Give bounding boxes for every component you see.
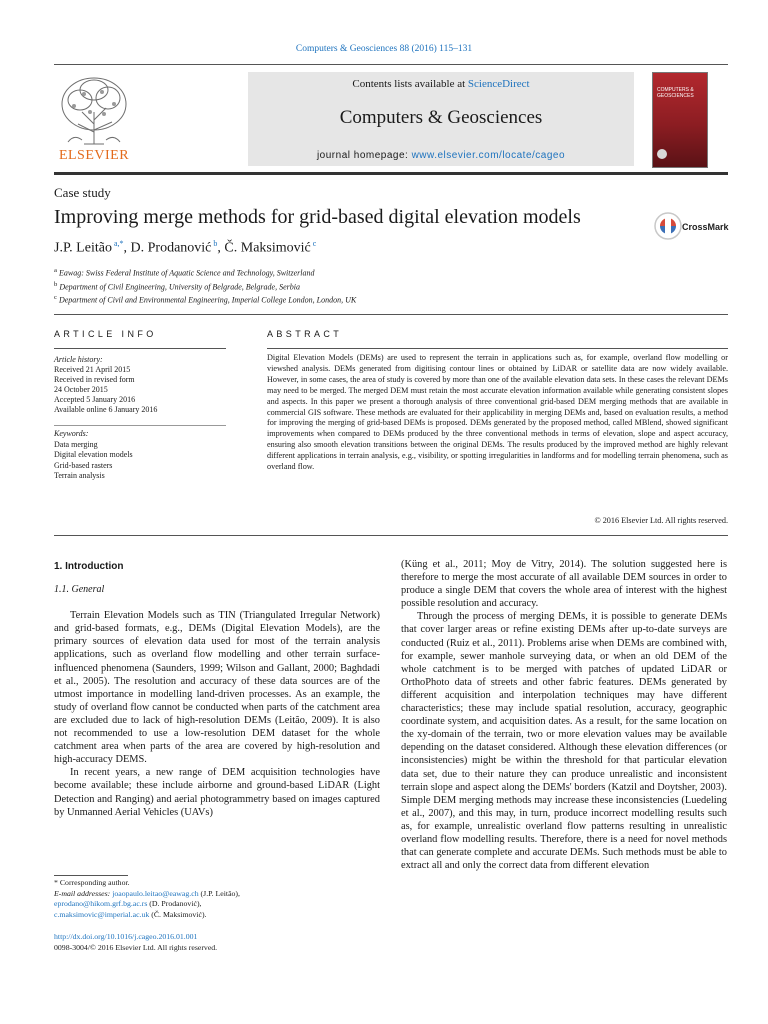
- body-right-column: [401, 558, 727, 872]
- affiliation-line: $^b$ Department of Civil Engineering, University of Belgrade, Belgrade, Serbia: [54, 280, 300, 292]
- journal-homepage: [248, 150, 634, 161]
- abstract-rule: [267, 348, 728, 349]
- section-heading: 1. Introduction: [54, 561, 124, 572]
- contents-line: [248, 78, 634, 90]
- journal-reference[interactable]: Computers & Geosciences 88 (2016) 115–131: [295, 44, 473, 54]
- issn-copyright: 0098-3004/© 2016 Elsevier Ltd. All rights reserved.: [54, 942, 218, 952]
- keywords: [54, 429, 226, 482]
- footnotes: [54, 878, 380, 920]
- abstract-end-rule: [54, 535, 728, 536]
- author-name[interactable]: J.P. Leitão: [54, 240, 112, 256]
- author-affiliation-mark[interactable]: a,*: [113, 239, 124, 248]
- article-title: Improving merge methods for grid-based digital elevation models: [54, 206, 581, 228]
- affiliation-line: $^c$ Department of Civil and Environmental Engineering, Imperial College London, London, UK: [54, 294, 357, 305]
- abstract-heading: ABSTRACT: [267, 329, 343, 339]
- section-divider: [54, 314, 728, 315]
- history-item: Available online 6 January 2016: [54, 405, 158, 414]
- homepage-link[interactable]: www.elsevier.com/locate/cageo: [411, 150, 566, 161]
- contents-prefix: Contents lists available at: [352, 78, 468, 90]
- author-affiliation-mark[interactable]: b: [213, 239, 218, 248]
- body-paragraph: (Küng et al., 2011; Moy de Vitry, 2014). The solution suggested here is therefore to merge the most accurate of all available DEM sources in order to produce a single DEM that covers the whole area of interest with the highest possible resolution and accuracy.: [401, 559, 727, 610]
- body-left-column: [54, 560, 380, 819]
- history-item: Received in revised form: [54, 375, 135, 384]
- cover-emblem-icon: [657, 149, 667, 159]
- history-rule: [54, 425, 226, 426]
- article-type: Case study: [54, 185, 111, 200]
- body-paragraph: Terrain Elevation Models such as TIN (Triangulated Irregular Network) and grid-based formats, e.g., DEMs (Digital Elevation Models), are the primary sources of elevation data used for most of the terrain analysis applications, such as overland flow modelling and other terrain surface-influenced phenomena (Saunders, 1999; Wilson and Gallant, 2000; Baghdadi et al., 2005). The resolution and accuracy of these data sources are of the utmost importance in modelling land-driven processes. As an example, the study of overland flow cannot be conducted when parts of the catchment area are excluded due to lack of high-resolution DEMs (Leitão, 2009). It is also not recommended to use a low-resolution DEM dataset for the whole catchment area when parts of the area are covered by high-resolution and high-accuracy DEMS.: [54, 610, 380, 766]
- cover-title: COMPUTERS & GEOSCIENCES: [657, 87, 694, 99]
- history-item: Received 21 April 2015: [54, 365, 131, 374]
- sciencedirect-link[interactable]: ScienceDirect: [467, 78, 530, 90]
- email-addresses-cont: eprodano@hikom.grf.bg.ac.rs (D. Prodanović),: [54, 899, 202, 909]
- homepage-prefix: journal homepage:: [316, 150, 412, 161]
- footnote-rule: [54, 875, 128, 876]
- elsevier-wordmark: ELSEVIER: [58, 148, 130, 163]
- article-info-heading: ARTICLE INFO: [54, 329, 157, 339]
- history-item: 24 October 2015: [54, 385, 108, 394]
- doi-link[interactable]: http://dx.doi.org/10.1016/j.cageo.2016.01.001: [54, 932, 198, 941]
- journal-cover-thumbnail[interactable]: [652, 72, 708, 168]
- author-name[interactable]: Č. Maksimović: [224, 240, 311, 256]
- header-top-rule: [54, 64, 728, 65]
- author-name[interactable]: D. Prodanović: [130, 240, 212, 256]
- abstract-text: Digital Elevation Models (DEMs) are used to represent the terrain in applications such as, for example, overland flow modelling or viewshed analysis. DEMs generated from digitising contour lines or obtained by LiDAR or satellite data are now widely available. However, in some cases, the area of study is covered by more than one of the available elevation data sets. In these cases the relevant DEMs may need to be merged. The merged DEM must retain the most accurate elevation information available while generating consistent slopes and aspects. In this paper we present a thorough analysis of three conventional grid-based DEM merging methods that are available in commercial GIS software. These methods are evaluated for their applicability in merging DEMs and, based on evaluation results, a method for improving the merging of grid-based DEMs is proposed. DEMs generated by the proposed method, called MBlend, showed significant improvements when compared to DEMs produced by the three conventional methods in terms of elevation, slope and aspect accuracy, ensuring also smooth elevation transitions between the original DEMs. The results produced by the improved method are highly relevant different applications in terrain analysis, e.g., visibility, or spotting irregularities in landforms and for modelling terrain phenomena, such as overland flow.: [267, 353, 728, 472]
- article-info-rule: [54, 348, 226, 349]
- body-paragraph: In recent years, a new range of DEM acquisition technologies have become available; these include airborne and ground-based LiDAR (Light Detection and Ranging) and aerial photogrammetry based on images captured by Unmanned Aerial Vehicles (UAVs): [54, 767, 380, 818]
- email-addresses: E-mail addresses: joaopaulo.leitao@eawag.ch (J.P. Leitão),: [54, 888, 240, 898]
- history-label: Article history:: [54, 355, 103, 364]
- history-item: Accepted 5 January 2016: [54, 395, 136, 404]
- author-list: J.P. Leitão $^{a,*}$, D. Prodanović $^b$, Č. Maksimović $^c$: [54, 239, 317, 256]
- affiliations: [54, 265, 356, 306]
- affiliation-line: $^a$ Eawag: Swiss Federal Institute of Aquatic Science and Technology, Switzerland: [54, 267, 315, 278]
- header-bottom-rule: [54, 172, 728, 175]
- email-link[interactable]: eprodano@hikom.grf.bg.ac.rs: [54, 899, 148, 909]
- keywords-label: Keywords:: [54, 429, 89, 438]
- article-history: [54, 355, 226, 415]
- keyword: Digital elevation models: [54, 450, 133, 459]
- doi-block: [54, 932, 217, 953]
- keyword: Grid-based rasters: [54, 460, 113, 470]
- crossmark-label[interactable]: CrossMark: [682, 222, 729, 232]
- corresponding-author-note: * Corresponding author.: [54, 878, 130, 887]
- abstract-copyright: © 2016 Elsevier Ltd. All rights reserved.: [594, 516, 728, 525]
- email-link[interactable]: joaopaulo.leitao@eawag.ch: [112, 888, 199, 898]
- email-link[interactable]: c.maksimovic@imperial.ac.uk: [54, 909, 150, 919]
- keyword: Terrain analysis: [54, 471, 105, 480]
- body-paragraph: Through the process of merging DEMs, it is possible to generate DEMs that cover larger areas or refine existing DEMs after up-to-date surveys are conducted (Ruiz et al., 2011). Problems arise when DEMs are combined with, for example, sewer manhole surveying data, or when an old DEM of the whole catchment is to be merged with patches of updated LiDAR or OrthoPhoto data of streets and other fabric features. DEMs generated by different acquisition and interpolation techniques may have different characteristics; these may include spatial resolution, accuracy, geographic coordinate system, and acquisition dates. As a result, for the same location on the xy-domain of the terrain, two or more elevation values may be available depending on the dataset considered. Although these elevation differences (or inconsistencies) might be within the threshold for that particular elevation data set, due to their nature they can produce unrealistic and inconsistent terrain slope and aspect along the DEMs' borders (Katzil and Doytsher, 2003). Simple DEM merging methods may increase these inconsistencies (Luedeling et al., 2007), and this may, in turn, produce incorrect modelling results such as, for example, unrealistic overland flow patterns resulting in unrealistic overland flow modelling results. Therefore, there is a need for novel methods that can generate complete and accurate DEMs. Such methods must be able to extract all and only the correct data from different elevation: [401, 611, 727, 872]
- email-addresses-cont: c.maksimovic@imperial.ac.uk (Č. Maksimović).: [54, 909, 207, 919]
- subsection-heading: 1.1. General: [54, 584, 105, 596]
- keyword: Data merging: [54, 439, 98, 449]
- journal-title: Computers & Geosciences: [339, 107, 543, 128]
- author-affiliation-mark[interactable]: c: [312, 239, 317, 248]
